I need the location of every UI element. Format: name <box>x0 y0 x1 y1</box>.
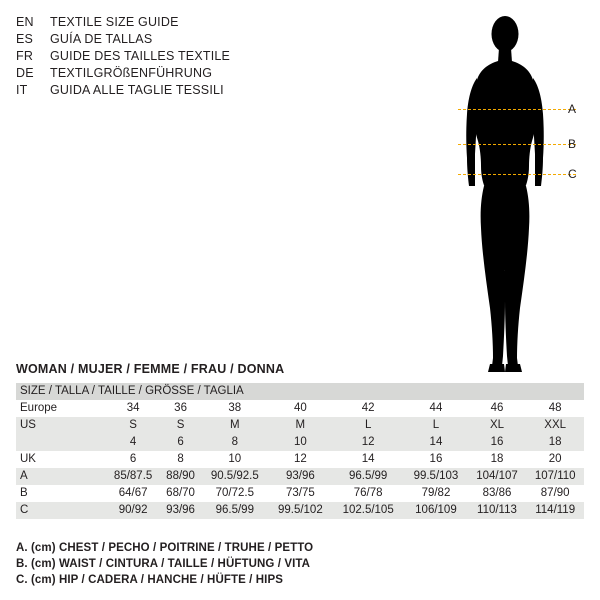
cell: 104/107 <box>468 468 527 485</box>
cell: M <box>269 417 332 434</box>
cell: 18 <box>526 434 584 451</box>
cell: M <box>201 417 269 434</box>
language-row <box>16 48 316 65</box>
cell: 6 <box>106 451 160 468</box>
cell: 40 <box>269 400 332 417</box>
cell: 107/110 <box>526 468 584 485</box>
cell: 99.5/103 <box>404 468 467 485</box>
cell: 20 <box>526 451 584 468</box>
language-code: EN <box>16 15 34 29</box>
cell: 34 <box>106 400 160 417</box>
cell: 110/113 <box>468 502 527 519</box>
section-title: WOMAN / MUJER / FEMME / FRAU / DONNA <box>16 362 285 376</box>
table-header-label: SIZE / TALLA / TAILLE / GRÖSSE / TAGLIA <box>20 385 244 397</box>
row-label: C <box>16 502 106 519</box>
row-label <box>16 434 106 451</box>
table-header-row <box>16 383 584 400</box>
guide-line-b <box>458 144 576 145</box>
cell: XXL <box>526 417 584 434</box>
table-row <box>16 400 584 417</box>
cell: 8 <box>160 451 201 468</box>
language-row <box>16 31 316 48</box>
cell: S <box>160 417 201 434</box>
cell: 114/119 <box>526 502 584 519</box>
row-label: Europe <box>16 400 106 417</box>
row-label: UK <box>16 451 106 468</box>
table-row <box>16 502 584 519</box>
cell: 42 <box>332 400 404 417</box>
language-text: GUÍA DE TALLAS <box>50 32 153 46</box>
cell: 48 <box>526 400 584 417</box>
cell: 64/67 <box>106 485 160 502</box>
legend-line-a: A. (cm) CHEST / PECHO / POITRINE / TRUHE / PETTO <box>16 542 314 554</box>
language-row <box>16 14 316 31</box>
legend-line-b: B. (cm) WAIST / CINTURA / TAILLE / HÜFTUNG / VITA <box>16 558 311 570</box>
language-code: FR <box>16 49 34 63</box>
cell: 14 <box>332 451 404 468</box>
cell: S <box>106 417 160 434</box>
language-text: GUIDA ALLE TAGLIE TESSILI <box>50 83 224 97</box>
cell: 83/86 <box>468 485 527 502</box>
language-row <box>16 82 316 99</box>
cell: 10 <box>201 451 269 468</box>
guide-line-a <box>458 109 576 110</box>
cell: 106/109 <box>404 502 467 519</box>
cell: 70/72.5 <box>201 485 269 502</box>
female-silhouette-icon <box>440 8 570 378</box>
table-row <box>16 451 584 468</box>
table-row <box>16 485 584 502</box>
legend-line-c: C. (cm) HIP / CADERA / HANCHE / HÜFTE / HIPS <box>16 574 284 586</box>
cell: 93/96 <box>269 468 332 485</box>
row-label: US <box>16 417 106 434</box>
guide-label-b: B <box>568 137 577 151</box>
language-text: GUIDE DES TAILLES TEXTILE <box>50 49 231 63</box>
measurement-legend <box>16 540 576 588</box>
row-label: A <box>16 468 106 485</box>
language-code: DE <box>16 66 34 80</box>
cell: 79/82 <box>404 485 467 502</box>
cell: 8 <box>201 434 269 451</box>
cell: 102.5/105 <box>332 502 404 519</box>
language-code: ES <box>16 32 34 46</box>
cell: 10 <box>269 434 332 451</box>
cell: L <box>404 417 467 434</box>
cell: L <box>332 417 404 434</box>
cell: 44 <box>404 400 467 417</box>
language-list <box>16 14 316 99</box>
cell: 90/92 <box>106 502 160 519</box>
cell: 12 <box>269 451 332 468</box>
cell: 90.5/92.5 <box>201 468 269 485</box>
cell: 6 <box>160 434 201 451</box>
cell: 16 <box>468 434 527 451</box>
table-row <box>16 468 584 485</box>
cell: 16 <box>404 451 467 468</box>
cell: 93/96 <box>160 502 201 519</box>
guide-line-c <box>458 174 576 175</box>
language-text: TEXTILGRÖßENFÜHRUNG <box>50 66 213 80</box>
cell: 46 <box>468 400 527 417</box>
cell: 18 <box>468 451 527 468</box>
female-body-figure <box>420 8 590 378</box>
language-text: TEXTILE SIZE GUIDE <box>50 15 179 29</box>
cell: XL <box>468 417 527 434</box>
guide-label-a: A <box>568 102 577 116</box>
cell: 38 <box>201 400 269 417</box>
cell: 96.5/99 <box>201 502 269 519</box>
cell: 88/90 <box>160 468 201 485</box>
cell: 14 <box>404 434 467 451</box>
cell: 68/70 <box>160 485 201 502</box>
cell: 36 <box>160 400 201 417</box>
table-row <box>16 434 584 451</box>
guide-label-c: C <box>568 167 577 181</box>
language-code: IT <box>16 83 28 97</box>
cell: 12 <box>332 434 404 451</box>
language-row <box>16 65 316 82</box>
cell: 85/87.5 <box>106 468 160 485</box>
row-label: B <box>16 485 106 502</box>
cell: 87/90 <box>526 485 584 502</box>
table-row <box>16 417 584 434</box>
cell: 99.5/102 <box>269 502 332 519</box>
cell: 73/75 <box>269 485 332 502</box>
cell: 76/78 <box>332 485 404 502</box>
size-table <box>16 383 584 519</box>
cell: 4 <box>106 434 160 451</box>
cell: 96.5/99 <box>332 468 404 485</box>
